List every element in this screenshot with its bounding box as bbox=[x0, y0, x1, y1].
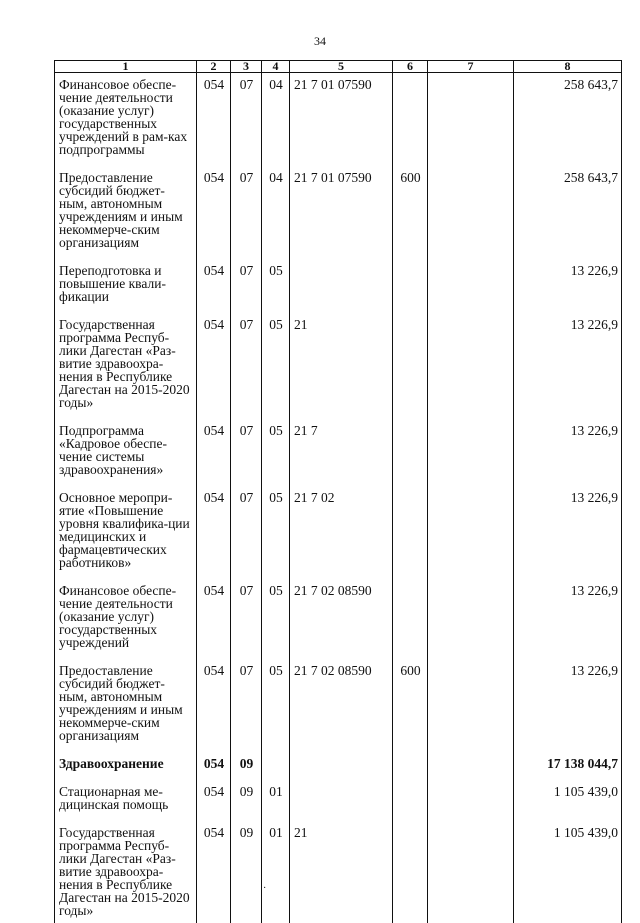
amount-value: 17 138 044,7 bbox=[514, 752, 622, 780]
item-name: Стационарная ме-дицинская помощь bbox=[55, 780, 197, 821]
item-name: Предоставление субсидий бюджет-ным, автономным учреждениям и иным некоммерче-ским организациям bbox=[55, 659, 197, 752]
column-7-value bbox=[428, 419, 514, 486]
code-section: 09 bbox=[231, 821, 262, 923]
column-header: 8 bbox=[514, 61, 622, 73]
amount-value: 258 643,7 bbox=[514, 166, 622, 259]
code-subsection: 05 bbox=[262, 259, 290, 313]
code-section: 07 bbox=[231, 73, 262, 167]
page-number: 34 bbox=[0, 34, 640, 49]
code-section: 07 bbox=[231, 259, 262, 313]
column-header: 3 bbox=[231, 61, 262, 73]
column-7-value bbox=[428, 73, 514, 167]
code-ministry: 054 bbox=[197, 579, 231, 659]
code-subsection: 05 bbox=[262, 419, 290, 486]
table-row bbox=[55, 579, 622, 659]
column-header: 7 bbox=[428, 61, 514, 73]
table-row bbox=[55, 821, 622, 923]
amount-value: 1 105 439,0 bbox=[514, 780, 622, 821]
code-target-article: 21 7 02 08590 bbox=[290, 659, 393, 752]
column-header: 6 bbox=[393, 61, 428, 73]
code-section: 07 bbox=[231, 486, 262, 579]
column-7-value bbox=[428, 752, 514, 780]
table-row bbox=[55, 419, 622, 486]
table-row bbox=[55, 166, 622, 259]
code-ministry: 054 bbox=[197, 313, 231, 419]
table-row bbox=[55, 659, 622, 752]
code-subsection: 05 bbox=[262, 659, 290, 752]
code-subsection: 05 bbox=[262, 486, 290, 579]
item-name: Подпрограмма «Кадровое обеспе-чение системы здравоохранения» bbox=[55, 419, 197, 486]
column-7-value bbox=[428, 659, 514, 752]
code-subsection: 05 bbox=[262, 313, 290, 419]
table-row bbox=[55, 259, 622, 313]
code-section: 07 bbox=[231, 166, 262, 259]
code-expense-type bbox=[393, 486, 428, 579]
code-ministry: 054 bbox=[197, 419, 231, 486]
code-subsection: 01 bbox=[262, 780, 290, 821]
code-subsection: 04 bbox=[262, 73, 290, 167]
code-ministry: 054 bbox=[197, 752, 231, 780]
code-target-article: 21 bbox=[290, 821, 393, 923]
code-target-article bbox=[290, 780, 393, 821]
column-7-value bbox=[428, 166, 514, 259]
amount-value: 13 226,9 bbox=[514, 419, 622, 486]
amount-value: 13 226,9 bbox=[514, 313, 622, 419]
code-ministry: 054 bbox=[197, 166, 231, 259]
table-row bbox=[55, 313, 622, 419]
code-target-article: 21 7 01 07590 bbox=[290, 166, 393, 259]
scan-dot: · bbox=[263, 883, 266, 894]
code-subsection: 01 bbox=[262, 821, 290, 923]
code-subsection: 04 bbox=[262, 166, 290, 259]
code-expense-type bbox=[393, 73, 428, 167]
item-name: Основное меропри-ятие «Повышение уровня квалифика-ции медицинских и фармацевтических работников» bbox=[55, 486, 197, 579]
column-7-value bbox=[428, 821, 514, 923]
item-name: Здравоохранение bbox=[55, 752, 197, 780]
table-row bbox=[55, 752, 622, 780]
code-ministry: 054 bbox=[197, 821, 231, 923]
code-section: 07 bbox=[231, 659, 262, 752]
item-name: Предоставление субсидий бюджет-ным, автономным учреждениям и иным некоммерче-ским организациям bbox=[55, 166, 197, 259]
column-header: 2 bbox=[197, 61, 231, 73]
column-7-value bbox=[428, 486, 514, 579]
code-ministry: 054 bbox=[197, 259, 231, 313]
table-header-row bbox=[55, 61, 622, 73]
column-7-value bbox=[428, 579, 514, 659]
code-expense-type bbox=[393, 259, 428, 313]
amount-value: 1 105 439,0 bbox=[514, 821, 622, 923]
column-header: 4 bbox=[262, 61, 290, 73]
code-target-article bbox=[290, 752, 393, 780]
code-ministry: 054 bbox=[197, 73, 231, 167]
code-target-article: 21 bbox=[290, 313, 393, 419]
item-name: Переподготовка и повышение квали-фикации bbox=[55, 259, 197, 313]
table-row bbox=[55, 780, 622, 821]
table-row bbox=[55, 73, 622, 167]
amount-value: 13 226,9 bbox=[514, 579, 622, 659]
amount-value: 13 226,9 bbox=[514, 486, 622, 579]
code-expense-type bbox=[393, 752, 428, 780]
code-ministry: 054 bbox=[197, 780, 231, 821]
item-name: Финансовое обеспе-чение деятельности (оказание услуг) государственных учреждений bbox=[55, 579, 197, 659]
item-name: Финансовое обеспе-чение деятельности (оказание услуг) государственных учреждений в рам-ках подпрограммы bbox=[55, 73, 197, 167]
amount-value: 258 643,7 bbox=[514, 73, 622, 167]
code-expense-type: 600 bbox=[393, 659, 428, 752]
code-target-article: 21 7 02 bbox=[290, 486, 393, 579]
code-section: 07 bbox=[231, 313, 262, 419]
column-7-value bbox=[428, 780, 514, 821]
code-target-article: 21 7 02 08590 bbox=[290, 579, 393, 659]
code-target-article: 21 7 01 07590 bbox=[290, 73, 393, 167]
code-ministry: 054 bbox=[197, 486, 231, 579]
code-expense-type bbox=[393, 780, 428, 821]
code-expense-type bbox=[393, 821, 428, 923]
column-header: 5 bbox=[290, 61, 393, 73]
item-name: Государственная программа Респуб-лики Дагестан «Раз-витие здравоохра-нения в Республике Дагестан на 2015-2020 годы» bbox=[55, 313, 197, 419]
code-expense-type: 600 bbox=[393, 166, 428, 259]
table-body bbox=[55, 73, 622, 923]
code-section: 07 bbox=[231, 579, 262, 659]
code-expense-type bbox=[393, 579, 428, 659]
column-7-value bbox=[428, 313, 514, 419]
amount-value: 13 226,9 bbox=[514, 659, 622, 752]
code-target-article: 21 7 bbox=[290, 419, 393, 486]
column-header: 1 bbox=[55, 61, 197, 73]
code-ministry: 054 bbox=[197, 659, 231, 752]
code-section: 07 bbox=[231, 419, 262, 486]
code-subsection: 05 bbox=[262, 579, 290, 659]
code-expense-type bbox=[393, 419, 428, 486]
amount-value: 13 226,9 bbox=[514, 259, 622, 313]
table-row bbox=[55, 486, 622, 579]
code-section: 09 bbox=[231, 780, 262, 821]
code-target-article bbox=[290, 259, 393, 313]
budget-table bbox=[54, 60, 622, 923]
code-section: 09 bbox=[231, 752, 262, 780]
item-name: Государственная программа Респуб-лики Дагестан «Раз-витие здравоохра-нения в Республике Дагестан на 2015-2020 годы» bbox=[55, 821, 197, 923]
code-subsection bbox=[262, 752, 290, 780]
column-7-value bbox=[428, 259, 514, 313]
code-expense-type bbox=[393, 313, 428, 419]
